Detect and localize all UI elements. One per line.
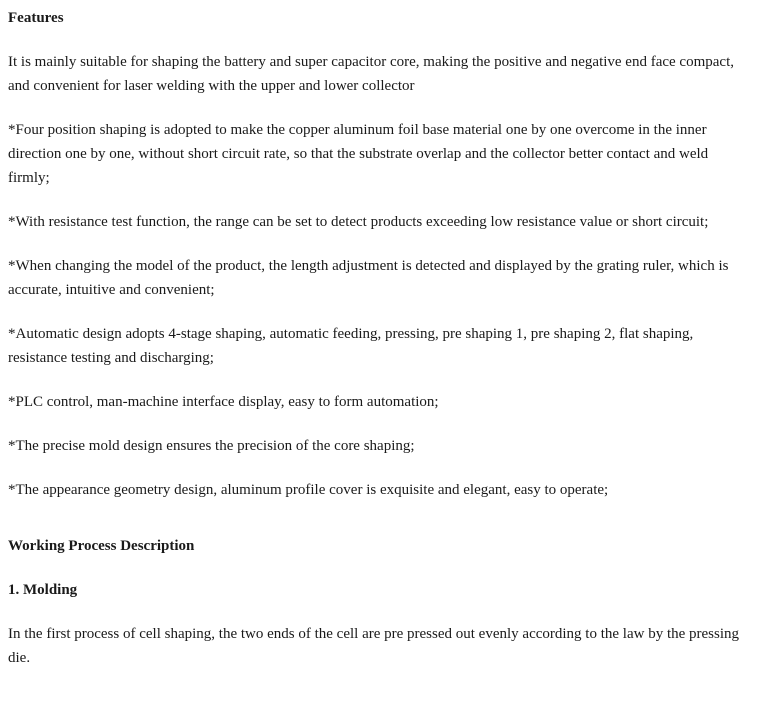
step1-text: In the first process of cell shaping, the two ends of the cell are pre pressed out evenly according to the law by the pressing die. <box>8 626 740 666</box>
features-intro: It is mainly suitable for shaping the battery and super capacitor core, making the positive and negative end face compact, and convenient for laser welding with the upper and lower collector <box>8 54 734 94</box>
feature-item-2: *With resistance test function, the range can be set to detect products exceeding low resistance value or short circuit; <box>8 214 709 230</box>
feature-item-7: *The appearance geometry design, aluminum profile cover is exquisite and elegant, easy to operate; <box>8 482 609 498</box>
feature-item-5: *PLC control, man-machine interface display, easy to form automation; <box>8 394 439 410</box>
step1-heading: 1. Molding <box>8 582 78 598</box>
feature-item-6: *The precise mold design ensures the precision of the core shaping; <box>8 438 415 454</box>
feature-item-3: *When changing the model of the product, the length adjustment is detected and displayed by the grating ruler, which is accurate, intuitive and convenient; <box>8 258 729 298</box>
feature-item-1: *Four position shaping is adopted to make the copper aluminum foil base material one by one overcome in the inner direction one by one, without short circuit rate, so that the substrate overlap and the collector better contact and weld firmly; <box>8 122 709 186</box>
process-heading: Working Process Description <box>8 538 195 554</box>
features-heading: Features <box>8 10 64 26</box>
feature-item-4: *Automatic design adopts 4-stage shaping, automatic feeding, pressing, pre shaping 1, pre shaping 2, flat shaping, resistance testing and discharging; <box>8 326 694 366</box>
document-body <box>8 6 748 670</box>
